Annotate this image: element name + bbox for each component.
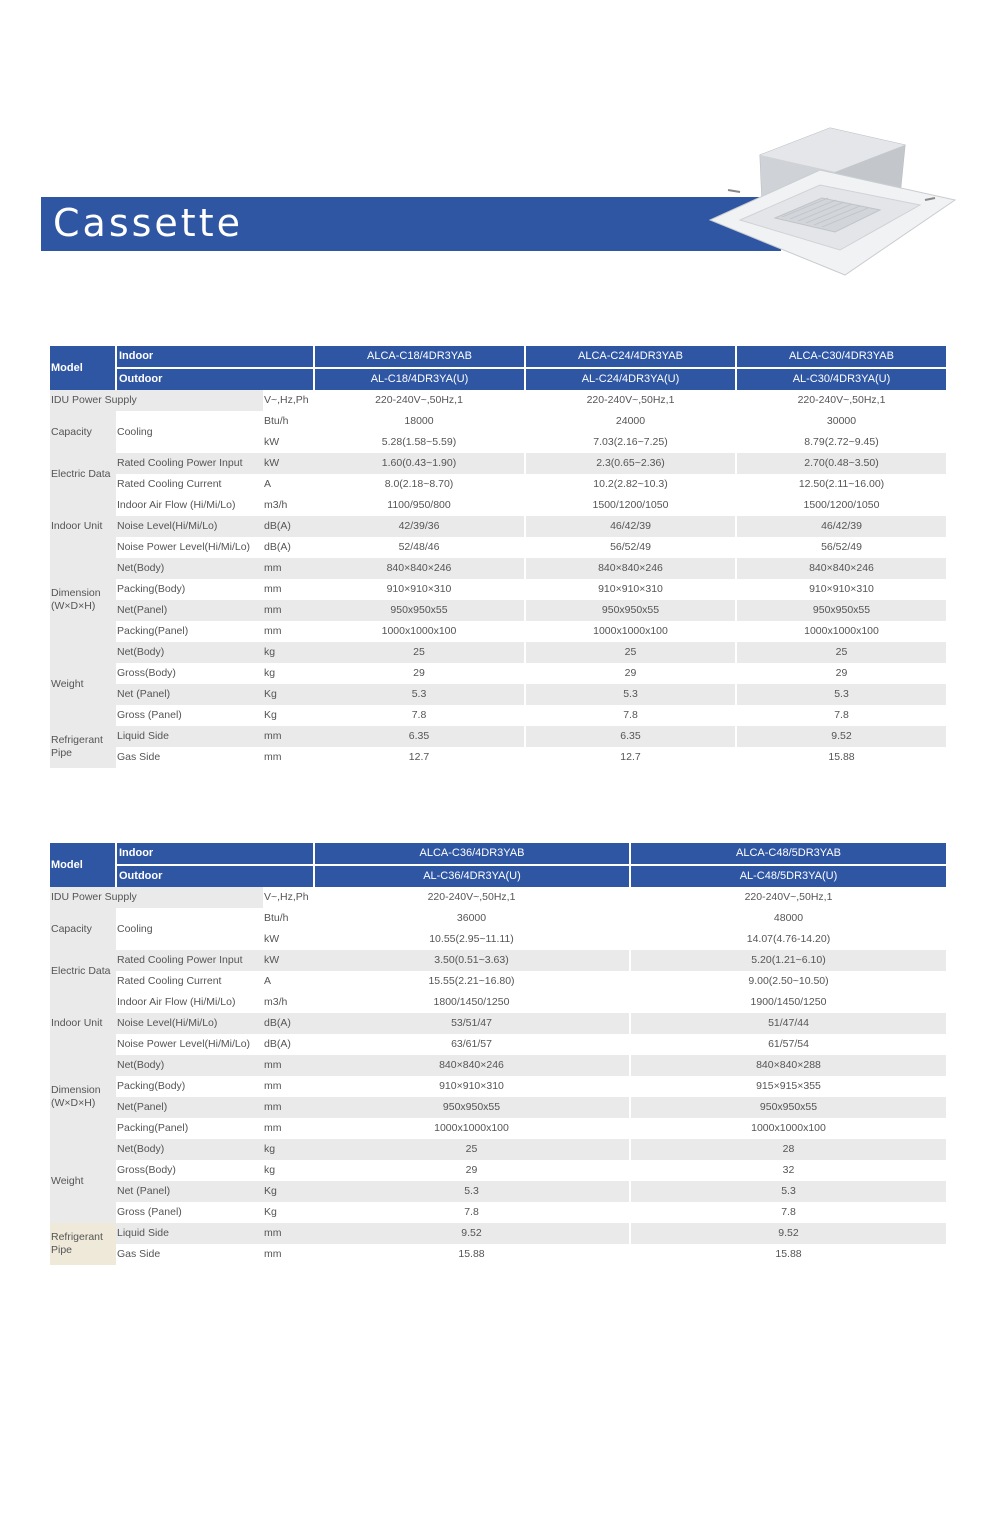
value-cell: 15.88 [736, 747, 946, 768]
value-cell: 25 [736, 642, 946, 663]
table-row [50, 390, 946, 411]
unit-cell: V~,Hz,Ph [264, 891, 309, 903]
unit-cell: mm [264, 583, 282, 595]
table-row [50, 1223, 946, 1244]
table-row [50, 1202, 946, 1223]
indoor-model: ALCA-C48/5DR3YAB [630, 843, 946, 865]
value-cell: 220-240V~,50Hz,1 [630, 887, 946, 908]
value-cell: 840×840×246 [525, 558, 736, 579]
unit-cell: Kg [264, 709, 277, 721]
unit-cell: kg [263, 642, 314, 663]
value-cell: 15.88 [458, 1248, 485, 1260]
param-cell: Net(Panel) [116, 1097, 263, 1118]
value-cell: 950x950x55 [630, 1097, 946, 1118]
table-row [50, 1139, 946, 1160]
unit-cell: kg [263, 1139, 314, 1160]
table-row [50, 621, 946, 642]
value-cell: 1000x1000x100 [525, 621, 736, 642]
param-cell: Packing(Body) [117, 1080, 186, 1092]
category-label: Weight [50, 1139, 116, 1223]
value-cell: 910×910×310 [386, 583, 452, 595]
table-row [50, 1013, 946, 1034]
table-row [50, 747, 946, 768]
param-cell: Liquid Side [116, 726, 263, 747]
param-cell: Net(Body) [116, 1139, 263, 1160]
value-cell: 5.3 [736, 684, 946, 705]
value-cell: 1000x1000x100 [381, 625, 457, 637]
unit-cell: V~,Hz,Ph [264, 394, 309, 406]
indoor-model: ALCA-C30/4DR3YAB [736, 346, 946, 368]
table-row [50, 411, 946, 432]
value-cell: 950x950x55 [525, 600, 736, 621]
value-cell: 29 [736, 663, 946, 684]
unit-cell: Kg [263, 1181, 314, 1202]
category-label: Electric Data [50, 950, 116, 992]
param-cell: Indoor Air Flow (Hi/Mi/Lo) [117, 996, 236, 1008]
unit-cell: A [264, 478, 272, 490]
value-cell: 7.03(2.16~7.25) [525, 432, 736, 453]
value-cell: 220-240V~,50Hz,1 [427, 891, 516, 903]
table-row [50, 474, 946, 495]
value-cell: 1000x1000x100 [630, 1118, 946, 1139]
value-cell: 7.8 [736, 705, 946, 726]
category-label: Refrigerant Pipe [50, 1223, 116, 1265]
value-cell: 2.3(0.65~2.36) [525, 453, 736, 474]
outdoor-model: AL-C30/4DR3YA(U) [736, 368, 946, 390]
table-row [50, 642, 946, 663]
unit-cell: mm [263, 600, 314, 621]
value-cell: 53/51/47 [314, 1013, 630, 1034]
category-label: Electric Data [50, 453, 116, 495]
table-row [50, 1055, 946, 1076]
value-cell: 9.52 [630, 1223, 946, 1244]
value-cell: 15.88 [630, 1244, 946, 1265]
param-cell: Indoor Air Flow (Hi/Mi/Lo) [117, 499, 236, 511]
unit-cell: kW [264, 933, 280, 945]
value-cell: 7.8 [464, 1206, 479, 1218]
param-cell: Net (Panel) [116, 684, 263, 705]
value-cell: 30000 [736, 411, 946, 432]
param-cell: Rated Cooling Current [117, 478, 222, 490]
value-cell: 10.55(2.95~11.11) [429, 933, 514, 945]
param-cell: Gross (Panel) [117, 709, 182, 721]
param-cell: Noise Level(Hi/Mi/Lo) [116, 1013, 263, 1034]
category-label: Weight [50, 642, 116, 726]
indoor-label: Indoor [116, 843, 314, 865]
value-cell: 5.28(1.58~5.59) [381, 436, 457, 448]
value-cell: 5.3 [525, 684, 736, 705]
value-cell: 5.3 [314, 1181, 630, 1202]
unit-cell: mm [263, 1223, 314, 1244]
param-cell: Rated Cooling Power Input [116, 453, 263, 474]
value-cell: 9.52 [314, 1223, 630, 1244]
value-cell: 1000x1000x100 [434, 1122, 509, 1134]
table-row [50, 1160, 946, 1181]
category-label: Indoor Unit [50, 992, 116, 1055]
unit-cell: mm [263, 726, 314, 747]
value-cell: 10.2(2.82~10.3) [525, 474, 736, 495]
outdoor-label: Outdoor [116, 368, 314, 390]
param-cell: Gross (Panel) [117, 1206, 182, 1218]
value-cell: 12.50(2.11~16.00) [736, 474, 946, 495]
value-cell: 915×915×355 [630, 1076, 946, 1097]
value-cell: 25 [314, 1139, 630, 1160]
value-cell: 48000 [630, 908, 946, 929]
value-cell: 18000 [404, 415, 434, 427]
unit-cell: dB(A) [264, 1038, 291, 1050]
value-cell: 2.70(0.48~3.50) [736, 453, 946, 474]
value-cell: 7.8 [411, 709, 427, 721]
value-cell: 1900/1450/1250 [630, 992, 946, 1013]
unit-cell: Btu/h [264, 415, 289, 427]
category-label: Capacity [50, 908, 116, 950]
param-cell: Gas Side [117, 1248, 161, 1260]
outdoor-model: AL-C24/4DR3YA(U) [525, 368, 736, 390]
value-cell: 8.79(2.72~9.45) [736, 432, 946, 453]
unit-cell: dB(A) [263, 1013, 314, 1034]
indoor-label: Indoor [116, 346, 314, 368]
value-cell: 56/52/49 [525, 537, 736, 558]
unit-cell: m3/h [264, 499, 288, 511]
table-row [50, 516, 946, 537]
table-row [50, 600, 946, 621]
value-cell: 32 [630, 1160, 946, 1181]
table-row [50, 1181, 946, 1202]
param-cell: Packing(Panel) [117, 625, 189, 637]
value-cell: 51/47/44 [630, 1013, 946, 1034]
category-label: IDU Power Supply [50, 390, 263, 411]
outdoor-model: AL-C48/5DR3YA(U) [630, 865, 946, 887]
value-cell: 52/48/46 [398, 541, 440, 553]
value-cell: 46/42/39 [525, 516, 736, 537]
value-cell: 950x950x55 [736, 600, 946, 621]
value-cell: 8.0(2.18~8.70) [384, 478, 454, 490]
value-cell: 950x950x55 [314, 600, 525, 621]
param-cell: Packing(Body) [117, 583, 186, 595]
param-cell: Cooling [117, 425, 153, 438]
value-cell: 7.8 [630, 1202, 946, 1223]
value-cell: 840×840×288 [630, 1055, 946, 1076]
value-cell: 9.52 [736, 726, 946, 747]
value-cell: 24000 [525, 411, 736, 432]
unit-cell: kW [264, 436, 280, 448]
title-banner [41, 197, 781, 251]
param-cell: Rated Cooling Power Input [116, 950, 263, 971]
value-cell: 950x950x55 [314, 1097, 630, 1118]
outdoor-model: AL-C18/4DR3YA(U) [314, 368, 525, 390]
value-cell: 42/39/36 [314, 516, 525, 537]
page-title: Cassette [53, 201, 243, 245]
value-cell: 910×910×310 [525, 579, 736, 600]
outdoor-label: Outdoor [116, 865, 314, 887]
unit-cell: dB(A) [264, 541, 291, 553]
value-cell: 840×840×246 [314, 558, 525, 579]
value-cell: 63/61/57 [451, 1038, 492, 1050]
value-cell: 7.8 [525, 705, 736, 726]
unit-cell: mm [264, 751, 282, 763]
table-row [50, 1118, 946, 1139]
table-row [50, 950, 946, 971]
unit-cell: kW [263, 453, 314, 474]
value-cell: 29 [525, 663, 736, 684]
value-cell: 1.60(0.43~1.90) [314, 453, 525, 474]
table-row [50, 663, 946, 684]
value-cell: 840×840×246 [314, 1055, 630, 1076]
table-row [50, 908, 946, 929]
value-cell: 1100/950/800 [387, 499, 451, 511]
param-cell: Gross(Body) [117, 1164, 176, 1176]
param-cell: Liquid Side [116, 1223, 263, 1244]
unit-cell: mm [264, 1122, 282, 1134]
spec-table-2 [50, 843, 946, 1265]
value-cell: 9.00(2.50~10.50) [630, 971, 946, 992]
value-cell: 6.35 [525, 726, 736, 747]
value-cell: 1500/1200/1050 [736, 495, 946, 516]
param-cell: Net (Panel) [116, 1181, 263, 1202]
value-cell: 36000 [456, 912, 487, 924]
value-cell: 56/52/49 [736, 537, 946, 558]
param-cell: Noise Power Level(Hi/Mi/Lo) [117, 1038, 251, 1050]
value-cell: 12.7 [408, 751, 430, 763]
table-row [50, 453, 946, 474]
category-label: Indoor Unit [50, 495, 116, 558]
unit-cell: Btu/h [264, 912, 289, 924]
unit-cell: mm [264, 625, 282, 637]
unit-cell: mm [263, 558, 314, 579]
unit-cell: mm [264, 1248, 282, 1260]
unit-cell: mm [264, 1080, 282, 1092]
param-cell: Rated Cooling Current [117, 975, 222, 987]
value-cell: 220-240V~,50Hz,1 [525, 390, 736, 411]
table-row [50, 1244, 946, 1265]
value-cell: 5.3 [314, 684, 525, 705]
category-label: Dimension (W×D×H) [50, 1055, 116, 1139]
value-cell: 61/57/54 [630, 1034, 946, 1055]
table-row [50, 495, 946, 516]
unit-cell: kW [263, 950, 314, 971]
value-cell: 1800/1450/1250 [433, 996, 510, 1008]
indoor-model: ALCA-C24/4DR3YAB [525, 346, 736, 368]
value-cell: 910×910×310 [736, 579, 946, 600]
unit-cell: Kg [263, 684, 314, 705]
table-row [50, 1076, 946, 1097]
value-cell: 1000x1000x100 [736, 621, 946, 642]
unit-cell: kg [264, 667, 276, 679]
value-cell: 3.50(0.51~3.63) [314, 950, 630, 971]
value-cell: 6.35 [314, 726, 525, 747]
unit-cell: mm [263, 1097, 314, 1118]
table-row [50, 684, 946, 705]
unit-cell: dB(A) [263, 516, 314, 537]
table-row [50, 971, 946, 992]
table-row [50, 1034, 946, 1055]
indoor-model: ALCA-C36/4DR3YAB [314, 843, 630, 865]
value-cell: 15.55(2.21~16.80) [428, 975, 515, 987]
unit-cell: m3/h [264, 996, 288, 1008]
param-cell: Gross(Body) [117, 667, 176, 679]
param-cell: Gas Side [117, 751, 161, 763]
value-cell: 25 [525, 642, 736, 663]
category-label: Capacity [50, 411, 116, 453]
value-cell: 25 [314, 642, 525, 663]
param-cell: Net(Body) [116, 558, 263, 579]
unit-cell: mm [263, 1055, 314, 1076]
param-cell: Packing(Panel) [117, 1122, 189, 1134]
param-cell: Net(Body) [116, 642, 263, 663]
value-cell: 220-240V~,50Hz,1 [736, 390, 946, 411]
value-cell: 220-240V~,50Hz,1 [375, 394, 463, 406]
value-cell: 840×840×246 [736, 558, 946, 579]
model-label: Model [50, 843, 116, 887]
table-row [50, 1097, 946, 1118]
value-cell: 1500/1200/1050 [525, 495, 736, 516]
param-cell: Cooling [117, 922, 153, 935]
param-cell: Noise Level(Hi/Mi/Lo) [116, 516, 263, 537]
table-row [50, 579, 946, 600]
value-cell: 28 [630, 1139, 946, 1160]
model-label: Model [50, 346, 116, 390]
table-row [50, 537, 946, 558]
table-row [50, 887, 946, 908]
param-cell: Net(Body) [116, 1055, 263, 1076]
unit-cell: A [264, 975, 272, 987]
value-cell: 910×910×310 [439, 1080, 504, 1092]
value-cell: 14.07(4.76-14.20) [630, 929, 946, 950]
value-cell: 12.7 [525, 747, 736, 768]
outdoor-model: AL-C36/4DR3YA(U) [314, 865, 630, 887]
category-label: IDU Power Supply [50, 887, 263, 908]
table-row [50, 726, 946, 747]
value-cell: 5.20(1.21~6.10) [630, 950, 946, 971]
value-cell: 46/42/39 [736, 516, 946, 537]
param-cell: Noise Power Level(Hi/Mi/Lo) [117, 541, 251, 553]
table-row [50, 558, 946, 579]
category-label: Refrigerant Pipe [50, 726, 116, 768]
cassette-unit-image [700, 100, 960, 290]
indoor-model: ALCA-C18/4DR3YAB [314, 346, 525, 368]
category-label: Dimension (W×D×H) [50, 558, 116, 642]
value-cell: 5.3 [630, 1181, 946, 1202]
unit-cell: Kg [264, 1206, 277, 1218]
table-row [50, 705, 946, 726]
value-cell: 29 [413, 667, 425, 679]
unit-cell: kg [264, 1164, 276, 1176]
table-row [50, 992, 946, 1013]
value-cell: 29 [465, 1164, 478, 1176]
spec-table-1 [50, 346, 946, 768]
param-cell: Net(Panel) [116, 600, 263, 621]
